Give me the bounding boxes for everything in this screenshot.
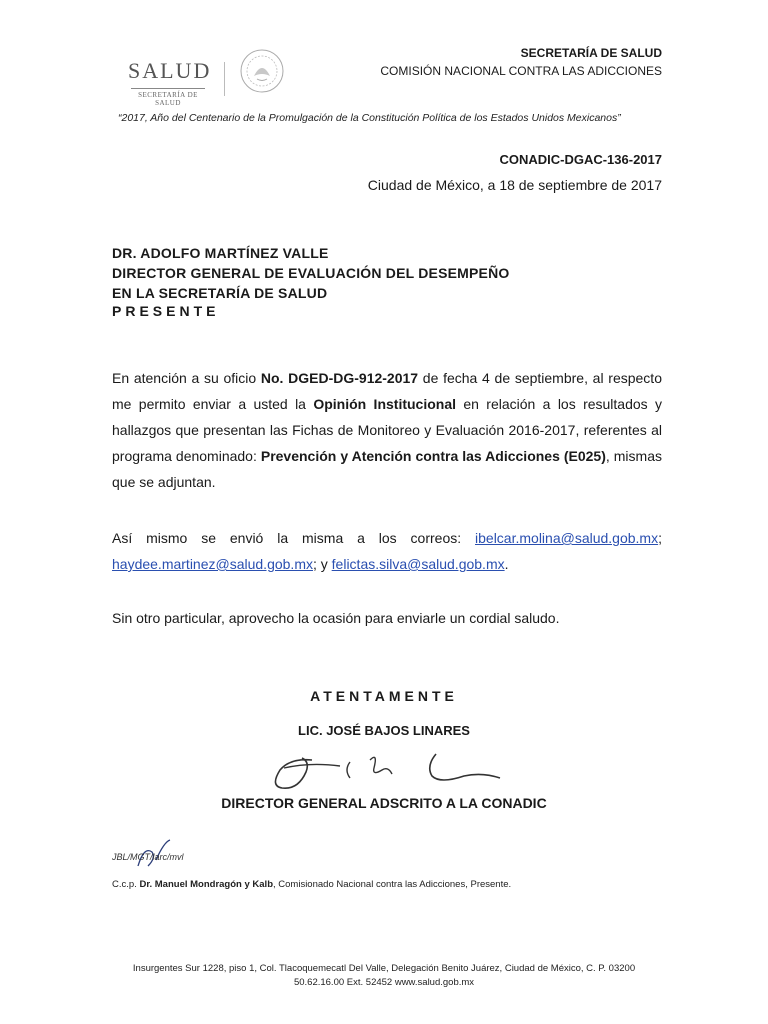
oficio-number: No. DGED-DG-912-2017: [260, 370, 419, 386]
p2-text-b: ;: [658, 530, 662, 546]
body-paragraph-3: Sin otro particular, aprovecho la ocasión para enviarle un cordial saludo.: [112, 610, 560, 626]
p1-text-e: en relación a los resultados y hallazgos que presentan las Fichas de Monitoreo y Evaluación 2016-2017, referentes al programa denominado:: [112, 396, 663, 464]
email-link-2[interactable]: haydee.martinez@salud.gob.mx: [112, 556, 313, 572]
p2-text-a: Así mismo se envió la misma a los correos:: [112, 530, 476, 546]
carbon-copy: [112, 879, 511, 890]
closing-atentamente: ATENTAMENTE: [310, 688, 458, 704]
ccp-rest: , Comisionado Nacional contra las Adicciones, Presente.: [273, 879, 512, 890]
footer-address: Insurgentes Sur 1228, piso 1, Col. Tlacoquemecatl Del Valle, Delegación Benito Juárez, Ciudad de México, C. P. 03200: [132, 963, 636, 974]
footer-contact: 50.62.16.00 Ext. 52452 www.salud.gob.mx: [293, 977, 475, 988]
year-motto: “2017, Año del Centenario de la Promulgación de la Constitución Política de los Estados Unidos Mexicanos”: [118, 112, 621, 124]
email-link-1[interactable]: ibelcar.molina@salud.gob.mx: [475, 530, 659, 546]
header-comision: COMISIÓN NACIONAL CONTRA LAS ADICCIONES: [380, 64, 662, 78]
p1-text-c: de fecha 4 de septiembre, al respecto me permito enviar a usted la: [112, 370, 662, 412]
document-date: Ciudad de México, a 18 de septiembre de 2017: [367, 177, 662, 193]
addressee-presente: PRESENTE: [112, 303, 220, 319]
signer-role: DIRECTOR GENERAL ADSCRITO A LA CONADIC: [221, 795, 547, 811]
salud-logo-subtitle: SECRETARÍA DE SALUD: [131, 88, 205, 107]
header-secretaria: SECRETARÍA DE SALUD: [520, 46, 662, 60]
addressee-title-1: DIRECTOR GENERAL DE EVALUACIÓN DEL DESEMPEÑO: [112, 265, 510, 281]
ccp-name: Dr. Manuel Mondragón y Kalb: [139, 879, 273, 890]
body-paragraph-1: [112, 365, 662, 495]
addressee-title-2: EN LA SECRETARÍA DE SALUD: [112, 285, 328, 301]
body-paragraph-2: [112, 525, 662, 577]
logo-divider: [224, 62, 225, 96]
p2-text-d: .: [504, 556, 509, 572]
addressee-name: DR. ADOLFO MARTÍNEZ VALLE: [112, 245, 329, 261]
p1-text-g: , mismas que se adjuntan.: [112, 448, 662, 490]
signer-name: LIC. JOSÉ BAJOS LINARES: [298, 723, 470, 738]
document-reference: CONADIC-DGAC-136-2017: [499, 152, 662, 167]
reference-initials: JBL/MGT/larc/mvl: [112, 852, 184, 862]
salud-logo-text: SALUD: [128, 58, 212, 83]
p2-text-c: ; y: [312, 556, 332, 572]
opinion-institucional: Opinión Institucional: [313, 396, 457, 412]
handwritten-signature: [250, 740, 520, 800]
national-seal-icon: [238, 46, 286, 96]
email-link-3[interactable]: felictas.silva@salud.gob.mx: [331, 556, 505, 572]
program-name: Prevención y Atención contra las Adicciones (E025): [260, 448, 606, 464]
p1-text-a: En atención a su oficio: [112, 370, 261, 386]
ccp-prefix: C.c.p.: [112, 879, 140, 890]
